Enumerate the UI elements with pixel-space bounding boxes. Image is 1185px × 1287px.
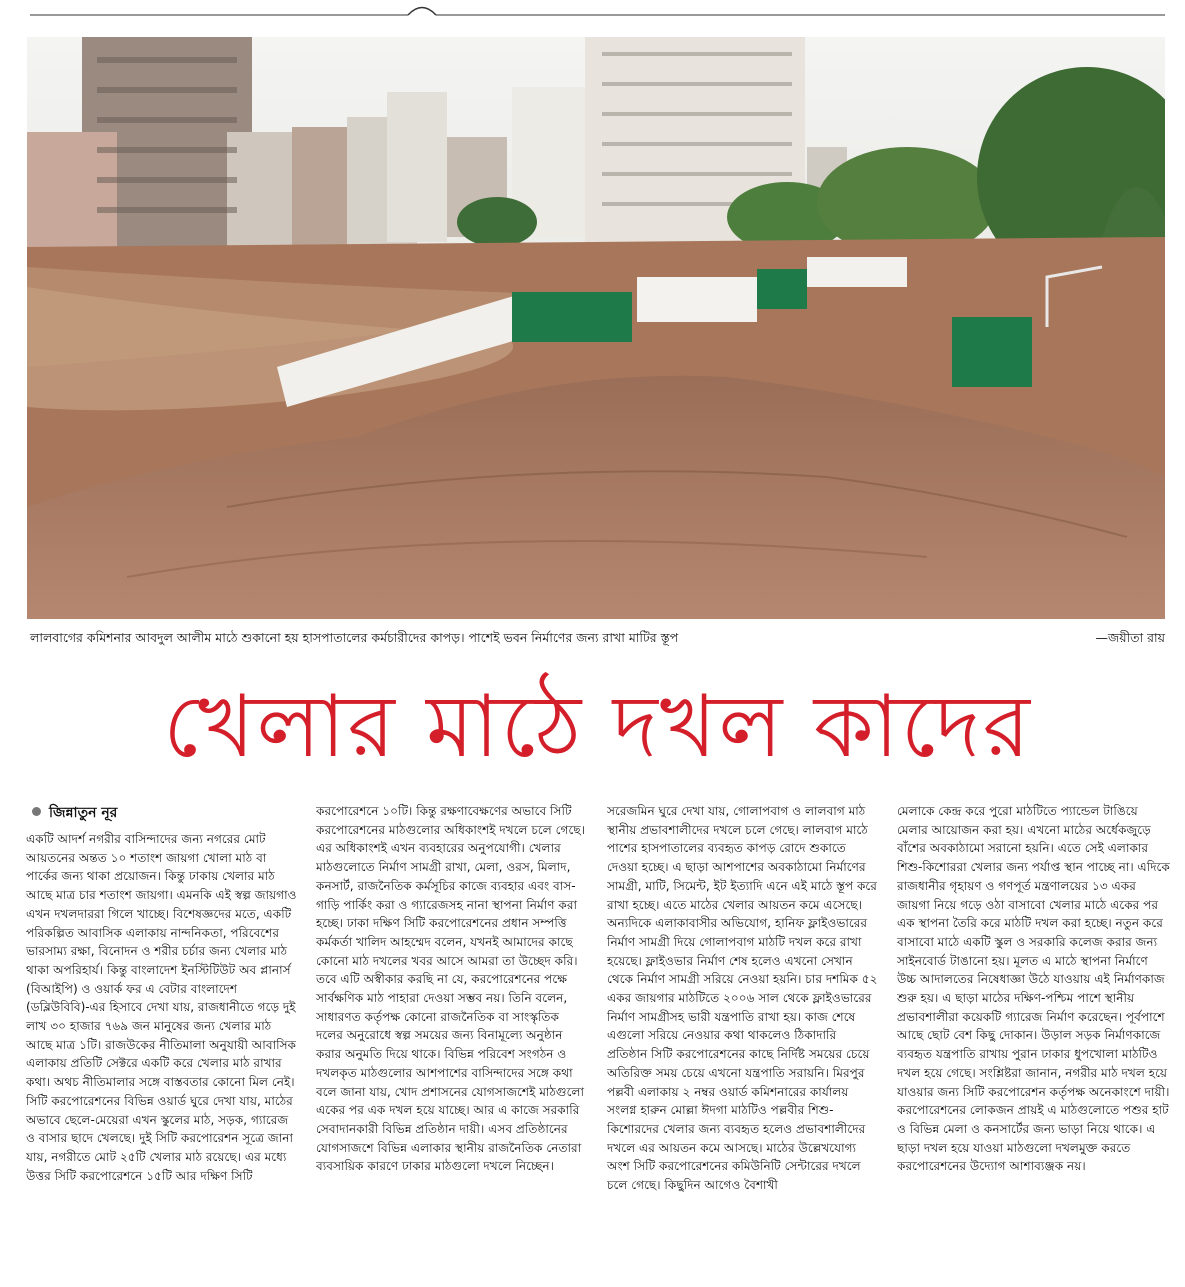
article-column-1 [26, 802, 299, 1280]
column-text-1: একটি আদর্শ নগরীর বাসিন্দাদের জন্য নগরের মোট আয়তনের অন্তত ১০ শতাংশ জায়গা খোলা মাঠ বা পার্কের জন্য থাকা প্রয়োজন। কিন্তু ঢাকায় খেলার মাঠ আছে মাত্র চার শতাংশ জায়গা। এমনকি এই স্বল্প জায়গাও এখন দখলদাররা গিলে খাচ্ছে। বিশেষজ্ঞদের মতে, একটি পরিকল্পিত আবাসিক এলাকায় নান্দনিকতা, পরিবেশের ভারসাম্য রক্ষা, বিনোদন ও শরীর চর্চার জন্য খেলার মাঠ থাকা অপরিহার্য। কিন্তু বাংলাদেশ ইনস্টিটিউট অব প্লানার্স (বিআইপি) ও ওয়ার্ক ফর এ বেটার বাংলাদেশ (ডব্লিউবিবি)-এর হিসাবে দেখা যায়, রাজধানীতে গড়ে দুই লাখ ৩০ হাজার ৭৬৯ জন মানুষের জন্য খেলার মাঠ আছে মাত্র ১টি। রাজউকের নীতিমালা অনুযায়ী আবাসিক এলাকায় প্রতিটি সেক্টরে একটি করে খেলার মাঠ রাখার কথা। অথচ নীতিমালার সঙ্গে বাস্তবতার কোনো মিল নেই। সিটি করপোরেশনের বিভিন্ন ওয়ার্ড ঘুরে দেখা যায়, মাঠের অভাবে ছেলে-মেয়েরা এখন স্কুলের মাঠ, সড়ক, গ্যারেজ ও বাসার ছাদে খেলছে। দুই সিটি করপোরেশন সূত্রে জানা যায়, নগরীতে মোট ২৫টি খেলার মাঠ রয়েছে। এর মধ্যে উত্তর সিটি করপোরেশনে ১৫টি আর দক্ষিণ সিটি [26, 832, 297, 1183]
headline: খেলার মাঠে দখল কাদের [163, 677, 1032, 777]
bullet-icon [32, 807, 41, 816]
article-column-4 [897, 802, 1170, 1280]
top-rule [30, 6, 1165, 18]
column-text-3: সরেজমিন ঘুরে দেখা যায়, গোলাপবাগ ও লালবাগ মাঠ স্থানীয় প্রভাবশালীদের দখলে চলে গেছে। লালবাগ মাঠে পাশের হাসপাতালের ব্যবহৃত কাপড় রোদে শুকাতে দেওয়া হচ্ছে। এ ছাড়া আশপাশের অবকাঠামো নির্মাণের সামগ্রী, মাটি, সিমেন্ট, ইট ইত্যাদি এনে এই মাঠে স্তূপ করে রাখা হচ্ছে। এতে মাঠের খেলার আয়তন কমে এসেছে। অন্যদিকে এলাকাবাসীর অভিযোগ, হানিফ ফ্লাইওভারের নির্মাণ সামগ্রী দিয়ে গোলাপবাগ মাঠটি দখল করে রাখা হয়েছে। ফ্লাইওভার নির্মাণ শেষ হলেও এখনো সেখান থেকে নির্মাণ সামগ্রী সরিয়ে নেওয়া হয়নি। চার দশমিক ৫২ একর জায়গার মাঠটিতে ২০০৬ সাল থেকে ফ্লাইওভারের নির্মাণ সামগ্রীসহ ভারী যন্ত্রপাতি রাখা হয়। কাজ শেষে এগুলো সরিয়ে নেওয়ার কথা থাকলেও ঠিকাদারি প্রতিষ্ঠান সিটি করপোরেশনের কাছে নির্দিষ্ট সময়ের চেয়ে অতিরিক্ত সময় চেয়ে এখনো যন্ত্রপাতি সরায়নি। মিরপুর পল্লবী এলাকায় ২ নম্বর ওয়ার্ড কমিশনারের কার্যালয় সংলগ্ন হারুন মোল্লা ঈদগা মাঠটিও পল্লবীর শিশু-কিশোরদের খেলার জন্য ব্যবহৃত হলেও প্রভাবশালীদের দখলে এর আয়তন কমে আসছে। মাঠের উল্লেখযোগ্য অংশ সিটি করপোরেশনের কমিউনিটি সেন্টারের দখলে চলে গেছে। কিছুদিন আগেও বৈশাখী [607, 804, 878, 1193]
article-column-2 [316, 802, 589, 1280]
caption-text: লালবাগের কমিশনার আবদুল আলীম মাঠে শুকানো হয় হাসপাতালের কর্মচারীদের কাপড়। পাশেই ভবন নির্মাণের জন্য রাখা মাটির স্তূপ [30, 630, 679, 645]
column-text-4: মেলাকে কেন্দ্র করে পুরো মাঠটিতে প্যান্ডেল টাঙিয়ে মেলার আয়োজন করা হয়। এখনো মাঠের অর্ধেকজুড়ে বাঁশের অবকাঠামো সরানো হয়নি। এতে সেই এলাকার শিশু-কিশোররা খেলার জন্য পর্যাপ্ত স্থান পাচ্ছে না। এদিকে রাজধানীর গৃহায়ণ ও গণপূর্ত মন্ত্রণালয়ের ১৩ একর জায়গা নিয়ে গড়ে ওঠা বাসাবো খেলার মাঠে একের পর এক স্থাপনা তৈরি করে মাঠটি দখল করা হচ্ছে। নতুন করে বাসাবো মাঠে একটি স্কুল ও সরকারি কলেজ করার জন্য সাইনবোর্ড টাঙানো হয়। মূলত এ মাঠে স্থাপনা নির্মাণে উচ্চ আদালতের নিষেধাজ্ঞা উঠে যাওয়ায় এই নির্মাণকাজ শুরু হয়। এ ছাড়া মাঠের দক্ষিণ-পশ্চিম পাশে স্থানীয় প্রভাবশালীরা কয়েকটি গ্যারেজ নির্মাণ করেছেন। পূর্বপাশে আছে ছোট বেশ কিছু দোকান। উড়াল সড়ক নির্মাণকাজে ব্যবহৃত যন্ত্রপাতি রাখায় পুরান ঢাকার ধুপখোলা মাঠটিও দখল হয়ে গেছে। সংশ্লিষ্টরা জানান, নগরীর মাঠ দখল হয়ে যাওয়ার জন্য সিটি করপোরেশন কর্তৃপক্ষ অনেকাংশে দায়ী। করপোরেশনের লোকজন প্রায়ই এ মাঠগুলোতে পশুর হাট ও বিভিন্ন মেলা ও কনসার্টের জন্য ভাড়া নিয়ে থাকে। এ ছাড়া দখল হয়ে যাওয়া মাঠগুলো দখলমুক্ত করতে করপোরেশনের উদ্যোগ আশাব্যঞ্জক নয়। [897, 804, 1170, 1174]
byline-name: জিন্নাতুন নূর [49, 805, 118, 821]
article-column-3 [607, 802, 880, 1280]
news-photo [27, 37, 1165, 619]
article-body [26, 802, 1168, 1282]
photo-caption [30, 628, 1165, 650]
photo-credit: —জয়ীতা রায় [1095, 630, 1165, 645]
column-text-2: করপোরেশনে ১০টি। কিন্তু রক্ষণাবেক্ষণের অভাবে সিটি করপোরেশনের মাঠগুলোর অধিকাংশই দখলে চলে গেছে। এর অধিকাংশই এখন ব্যবহারের অনুপযোগী। খেলার মাঠগুলোতে নির্মাণ সামগ্রী রাখা, মেলা, ওরস, মিলাদ, কনসার্ট, রাজনৈতিক কর্মসূচির কাজে ব্যবহার এবং বাস-গাড়ি পার্কিং করা ও গ্যারেজসহ নানা স্থাপনা নির্মাণ করা হচ্ছে। ঢাকা দক্ষিণ সিটি করপোরেশনের প্রধান সম্পত্তি কর্মকর্তা খালিদ আহম্মেদ বলেন, যখনই আমাদের কাছে কোনো মাঠ দখলের খবর আসে আমরা তা উচ্ছেদ করি। তবে এটি অস্বীকার করছি না যে, করপোরেশনের পক্ষে সার্বক্ষণিক মাঠ পাহারা দেওয়া সম্ভব নয়। তিনি বলেন, সাধারণত কর্তৃপক্ষ কোনো রাজনৈতিক বা সাংস্কৃতিক দলের অনুরোধে স্বল্প সময়ের জন্য বিনামূল্যে অনুষ্ঠান করার অনুমতি দিয়ে থাকে। বিভিন্ন পরিবেশ সংগঠন ও দখলকৃত মাঠগুলোর আশপাশের বাসিন্দাদের সঙ্গে কথা বলে জানা যায়, খোদ প্রশাসনের যোগসাজশেই মাঠগুলো একের পর এক দখল হয়ে যাচ্ছে। আর এ কাজে সরকারি সেবাদানকারী বিভিন্ন প্রতিষ্ঠান দায়ী। এসব প্রতিষ্ঠানের যোগসাজশে বিভিন্ন এলাকার স্থানীয় রাজনৈতিক নেতারা ব্যবসায়িক কারণে ঢাকার মাঠগুলো দখলে নিচ্ছেন। [316, 804, 585, 1174]
byline [26, 802, 299, 824]
